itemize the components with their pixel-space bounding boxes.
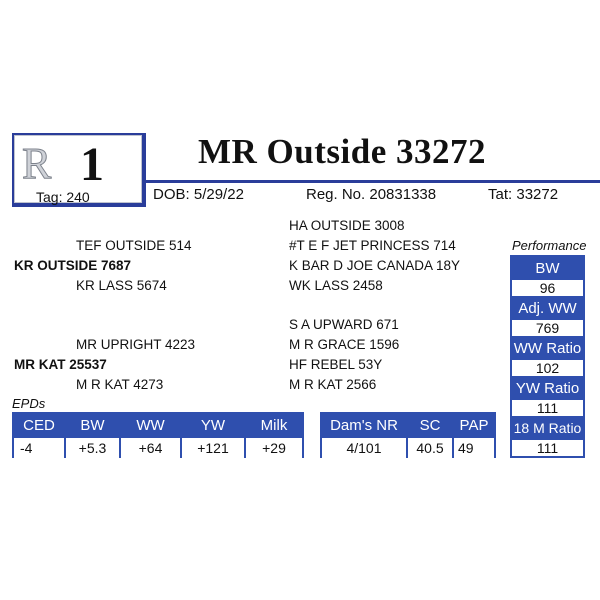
reg-info	[306, 186, 436, 204]
perf-value-bw: 96	[512, 280, 583, 296]
pedigree-sire-dam-dam: WK LASS 2458	[289, 278, 383, 293]
perf-header-18m-ratio: 18 M Ratio	[512, 417, 583, 440]
epd-value-bw: +5.3	[66, 438, 119, 458]
rep-value-sc: 40.5	[408, 438, 452, 458]
pedigree-dam: MR KAT 25537	[14, 357, 107, 372]
epd-header-ced: CED	[14, 414, 64, 438]
pedigree-dam-sire-sire: S A UPWARD 671	[289, 317, 399, 332]
perf-value-ww-ratio: 102	[512, 360, 583, 376]
rep-value-pap: 49	[454, 438, 494, 458]
rep-header-dams-nr: Dam's NR	[322, 414, 406, 438]
lot-number: 1	[80, 138, 104, 191]
pedigree-dam-dam-sire: HF REBEL 53Y	[289, 357, 383, 372]
pedigree-sire-sire-sire: HA OUTSIDE 3008	[289, 218, 405, 233]
epds-label: EPDs	[12, 396, 46, 411]
tag-info	[36, 189, 90, 205]
pedigree-sire-sire-dam: #T E F JET PRINCESS 714	[289, 238, 456, 253]
rep-value-dams-nr: 4/101	[322, 438, 406, 458]
tag-label: Tag:	[36, 189, 63, 205]
perf-value-adj-ww: 769	[512, 320, 583, 336]
epd-value-ww: +64	[121, 438, 180, 458]
perf-value-yw-ratio: 111	[512, 400, 583, 416]
pedigree-sire-dam-sire: K BAR D JOE CANADA 18Y	[289, 258, 461, 273]
epd-value-milk: +29	[246, 438, 302, 458]
dob-label: DOB:	[153, 186, 190, 203]
ranch-logo-icon: R	[22, 139, 52, 188]
tat-info	[488, 186, 558, 204]
tat-label: Tat:	[488, 186, 513, 203]
epd-value-yw: +121	[182, 438, 244, 458]
pedigree-dam-dam-dam: M R KAT 2566	[289, 377, 377, 392]
perf-value-18m-ratio: 111	[512, 440, 583, 456]
dob-value: 5/29/22	[193, 186, 244, 203]
pedigree-dam-dam: M R KAT 4273	[76, 377, 164, 392]
pedigree-sire: KR OUTSIDE 7687	[14, 258, 132, 273]
epd-header-milk: Milk	[246, 414, 302, 438]
pedigree-sire-sire: TEF OUTSIDE 514	[76, 238, 192, 253]
pedigree-sire-dam: KR LASS 5674	[76, 278, 167, 293]
epd-header-bw: BW	[66, 414, 119, 438]
perf-header-bw: BW	[512, 257, 583, 280]
reg-label: Reg. No.	[306, 186, 366, 203]
reg-value: 20831338	[369, 186, 437, 203]
tag-value: 240	[66, 189, 90, 205]
rep-header-sc: SC	[408, 414, 452, 438]
title-divider	[146, 180, 600, 183]
pedigree-dam-sire-dam: M R GRACE 1596	[289, 337, 400, 352]
epd-header-ww: WW	[121, 414, 180, 438]
performance-label: Performance	[512, 238, 587, 253]
dob-info	[153, 186, 244, 204]
perf-header-ww-ratio: WW Ratio	[512, 337, 583, 360]
rep-header-pap: PAP	[454, 414, 494, 438]
perf-header-yw-ratio: YW Ratio	[512, 377, 583, 400]
epd-value-ced: -4	[14, 438, 64, 458]
perf-header-adj-ww: Adj. WW	[512, 297, 583, 320]
tat-value: 33272	[516, 186, 559, 203]
pedigree-dam-sire: MR UPRIGHT 4223	[76, 337, 196, 352]
epd-header-yw: YW	[182, 414, 244, 438]
animal-name: MR Outside 33272	[198, 132, 486, 171]
